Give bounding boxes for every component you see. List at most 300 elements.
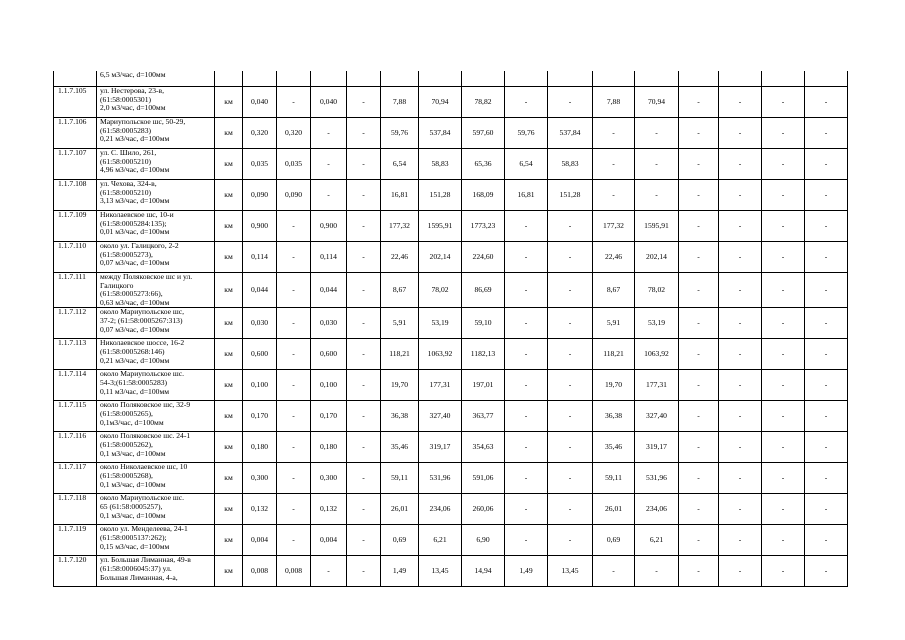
value-cell: 53,19 [419,308,462,339]
value-cell: 0,600 [311,339,347,370]
value-cell: - [347,180,381,211]
value-cell: 151,28 [548,180,593,211]
value-cell: - [762,211,805,242]
value-cell: 0,090 [243,180,277,211]
value-cell: - [679,370,719,401]
address-line: 0,1м3/час, d=100мм [100,417,164,427]
value-cell: - [805,432,848,463]
address-line: ул. С. Шило, 261, [100,148,157,157]
address-line: ул. Нестерова, 23-в, [100,86,165,95]
value-cell: 0,090 [277,180,311,211]
data-cell [462,71,505,87]
address-line: (61:58:0005284:135); [100,218,167,228]
address-line: (61:58:0005283) [100,125,152,135]
unit-cell: км [215,401,243,432]
address-line: 0,07 м3/час, d=100мм [100,258,170,268]
value-cell: 0,132 [243,494,277,525]
address-cell [97,401,215,432]
value-cell: 22,46 [381,242,419,273]
unit-cell: км [215,211,243,242]
value-cell: - [805,273,848,308]
value-cell: 0,100 [243,370,277,401]
unit-cell: км [215,525,243,556]
address-line: 54-3;(61:58:0005283) [100,377,168,387]
value-cell: - [679,494,719,525]
address-line: (61:58:0005137:262); [100,532,167,542]
value-cell: 6,21 [635,525,679,556]
value-cell: 0,300 [243,463,277,494]
table-row [54,149,848,180]
value-cell: - [719,308,762,339]
address-line: около ул. Менделеева, 24-1 [100,524,188,534]
value-cell: 59,76 [381,118,419,149]
value-cell: 0,035 [243,149,277,180]
value-cell: 234,06 [635,494,679,525]
value-cell: 16,81 [381,180,419,211]
unit-cell: км [215,242,243,273]
value-cell: 6,21 [419,525,462,556]
value-cell: - [505,339,548,370]
value-cell: 0,180 [243,432,277,463]
address-line: около Мариупольское шс. [100,493,185,503]
address-cell [97,180,215,211]
value-cell: - [347,87,381,118]
address-cell [97,149,215,180]
table-row [54,118,848,149]
address-line: (61:58:0005301) [100,94,152,104]
value-cell: 0,008 [243,556,277,587]
item-code-cell: 1.1.7.110 [54,242,97,273]
value-cell: 35,46 [381,432,419,463]
value-cell: - [719,118,762,149]
value-cell: - [277,211,311,242]
value-cell: - [311,556,347,587]
value-cell: 0,008 [277,556,311,587]
value-cell: 363,77 [462,401,505,432]
value-cell: - [311,180,347,211]
value-cell: 118,21 [381,339,419,370]
value-cell: 597,60 [462,118,505,149]
value-cell: - [311,118,347,149]
value-cell: - [347,401,381,432]
table-row [54,273,848,308]
value-cell: - [277,525,311,556]
value-cell: 78,02 [419,273,462,308]
address-cell [97,370,215,401]
value-cell: - [762,370,805,401]
address-line: 37-2; (61:58:0005267:313) [100,315,183,325]
data-cell [635,71,679,87]
value-cell: 59,76 [505,118,548,149]
table-row [54,463,848,494]
item-code-cell: 1.1.7.118 [54,494,97,525]
address-cell [97,71,215,87]
table-row [54,494,848,525]
value-cell: - [548,401,593,432]
value-cell: - [277,432,311,463]
item-code-cell: 1.1.7.112 [54,308,97,339]
address-line: 0,21 м3/час, d=100мм [100,134,170,144]
value-cell: 6,54 [381,149,419,180]
value-cell: - [505,308,548,339]
address-line: около Поляковское шс, 32-9 [100,400,191,410]
value-cell: 22,46 [593,242,635,273]
value-cell: - [679,87,719,118]
value-cell: 59,10 [462,308,505,339]
item-code-cell: 1.1.7.117 [54,463,97,494]
value-cell: - [548,308,593,339]
value-cell: - [679,432,719,463]
value-cell: 5,91 [381,308,419,339]
value-cell: 151,28 [419,180,462,211]
value-cell: 0,180 [311,432,347,463]
value-cell: - [805,118,848,149]
item-code-cell: 1.1.7.111 [54,273,97,308]
address-line: около Николаевское шс, 10 [100,462,188,472]
value-cell: - [762,180,805,211]
value-cell: - [277,463,311,494]
value-cell: - [719,556,762,587]
value-cell: - [679,242,719,273]
value-cell: 5,91 [593,308,635,339]
value-cell: 319,17 [635,432,679,463]
value-cell: - [762,432,805,463]
value-cell: - [347,308,381,339]
value-cell: 0,600 [243,339,277,370]
value-cell: - [719,525,762,556]
value-cell: - [548,211,593,242]
address-line: Мариупольское шс, 50-29, [100,117,186,126]
value-cell: 177,31 [419,370,462,401]
value-cell: 260,06 [462,494,505,525]
value-cell: 1063,92 [635,339,679,370]
unit-cell: км [215,494,243,525]
value-cell: - [347,556,381,587]
address-line: 0,15 м3/час, d=100мм [100,541,170,551]
value-cell: - [277,494,311,525]
value-cell: 0,170 [311,401,347,432]
value-cell: 13,45 [548,556,593,587]
value-cell: - [347,525,381,556]
item-code-cell: 1.1.7.114 [54,370,97,401]
address-line: 0,01 м3/час, d=100мм [100,227,170,237]
address-cell [97,118,215,149]
value-cell: - [719,339,762,370]
data-table [53,71,848,587]
code-cell [54,71,97,87]
value-cell: 70,94 [419,87,462,118]
address-line: около Мариупольское шс, [100,307,185,317]
value-cell: 224,60 [462,242,505,273]
value-cell: 0,320 [243,118,277,149]
value-cell: - [719,180,762,211]
address-line: Большая Лиманная, 4-а, [100,572,178,582]
value-cell: - [277,339,311,370]
value-cell: 8,67 [381,273,419,308]
value-cell: 1063,92 [419,339,462,370]
address-line: между Поляковское шс и ул. [100,272,193,281]
value-cell: - [347,242,381,273]
value-cell: - [679,339,719,370]
value-cell: - [679,308,719,339]
value-cell: - [805,180,848,211]
unit-cell: км [215,432,243,463]
value-cell: 1,49 [381,556,419,587]
value-cell: - [805,339,848,370]
table-row [54,87,848,118]
value-cell: - [548,525,593,556]
value-cell: 14,94 [462,556,505,587]
data-cell [719,71,762,87]
value-cell: - [277,401,311,432]
address-line: Николаевское шоссе, 16-2 [100,338,185,348]
value-cell: 327,40 [635,401,679,432]
value-cell: 0,100 [311,370,347,401]
value-cell: 59,11 [593,463,635,494]
value-cell: 13,45 [419,556,462,587]
value-cell: 177,32 [593,211,635,242]
value-cell: - [277,273,311,308]
value-cell: 0,900 [243,211,277,242]
unit-cell: км [215,339,243,370]
address-line: (61:58:0005268:146) [100,346,165,356]
value-cell: - [762,308,805,339]
address-line: 0,63 м3/час, d=100мм [100,297,170,307]
value-cell: - [805,556,848,587]
address-cell [97,87,215,118]
data-cell [277,71,311,87]
data-cell [505,71,548,87]
value-cell: - [679,180,719,211]
value-cell: - [719,494,762,525]
data-cell [381,71,419,87]
value-cell: - [548,494,593,525]
item-code-cell: 1.1.7.107 [54,149,97,180]
value-cell: - [548,370,593,401]
value-cell: - [593,556,635,587]
address-line: Галицкого [100,280,134,290]
value-cell: - [805,308,848,339]
value-cell: 0,300 [311,463,347,494]
address-line: (61:58:0005265), [100,408,153,418]
data-cell [419,71,462,87]
data-cell [679,71,719,87]
value-cell: 86,69 [462,273,505,308]
value-cell: - [719,242,762,273]
value-cell: 0,040 [311,87,347,118]
table-row [54,339,848,370]
value-cell: 0,030 [243,308,277,339]
address-line: около Поляковское шс. 24-1 [100,431,191,441]
value-cell: 78,02 [635,273,679,308]
value-cell: 6,90 [462,525,505,556]
value-cell: 0,030 [311,308,347,339]
value-cell: - [505,211,548,242]
value-cell: - [805,149,848,180]
address-line: 0,1 м3/час, d=100мм [100,448,166,458]
value-cell: 59,11 [381,463,419,494]
value-cell: - [762,401,805,432]
value-cell: - [679,401,719,432]
unit-cell: км [215,273,243,308]
value-cell: 70,94 [635,87,679,118]
table-row [54,211,848,242]
address-line: 0,07 м3/час, d=100мм [100,324,170,334]
value-cell: - [635,180,679,211]
value-cell: - [805,211,848,242]
value-cell: 177,32 [381,211,419,242]
item-code-cell: 1.1.7.116 [54,432,97,463]
value-cell: 591,06 [462,463,505,494]
value-cell: - [762,525,805,556]
address-line: 4,96 м3/час, d=100мм [100,165,170,175]
value-cell: 26,01 [593,494,635,525]
unit-cell: км [215,118,243,149]
data-cell [805,71,848,87]
value-cell: 1182,13 [462,339,505,370]
value-cell: 26,01 [381,494,419,525]
value-cell: - [548,339,593,370]
value-cell: - [347,370,381,401]
value-cell: 202,14 [635,242,679,273]
unit-cell: км [215,463,243,494]
value-cell: 1773,23 [462,211,505,242]
address-line: 0,11 м3/час, d=100мм [100,386,170,396]
table-body [54,71,848,587]
address-line: ул. Большая Лиманная, 49-в [100,555,191,565]
table-row [54,180,848,211]
value-cell: 531,96 [635,463,679,494]
value-cell: - [347,118,381,149]
table-row [54,556,848,587]
value-cell: - [505,494,548,525]
value-cell: - [593,118,635,149]
address-cell [97,308,215,339]
address-line: (61:58:0005268), [100,470,153,480]
value-cell: - [719,370,762,401]
unit-cell: км [215,149,243,180]
value-cell: - [505,370,548,401]
address-cell [97,211,215,242]
value-cell: - [719,401,762,432]
table-row [54,71,848,87]
value-cell: 177,31 [635,370,679,401]
value-cell: 202,14 [419,242,462,273]
address-line: Николаевское шс, 10-и [100,210,174,219]
address-line: 2,0 м3/час, d=100мм [100,103,166,113]
address-cell [97,242,215,273]
value-cell: - [679,273,719,308]
value-cell: 65,36 [462,149,505,180]
value-cell: 1,49 [505,556,548,587]
data-cell [243,71,277,87]
value-cell: 319,17 [419,432,462,463]
value-cell: 0,320 [277,118,311,149]
value-cell: 19,70 [381,370,419,401]
value-cell: - [277,370,311,401]
table-row [54,432,848,463]
value-cell: 0,69 [593,525,635,556]
value-cell: - [762,87,805,118]
value-cell: - [679,118,719,149]
value-cell: - [347,463,381,494]
value-cell: - [505,525,548,556]
value-cell: - [347,273,381,308]
value-cell: - [805,401,848,432]
address-line: около ул. Галицкого, 2-2 [100,241,179,250]
value-cell: - [505,87,548,118]
value-cell: - [277,308,311,339]
value-cell: - [548,87,593,118]
value-cell: - [762,118,805,149]
value-cell: - [719,211,762,242]
value-cell: 6,54 [505,149,548,180]
value-cell: 0,044 [243,273,277,308]
value-cell: - [635,556,679,587]
value-cell: 537,84 [419,118,462,149]
value-cell: - [762,273,805,308]
value-cell: 53,19 [635,308,679,339]
value-cell: - [635,118,679,149]
value-cell: 36,38 [593,401,635,432]
value-cell: - [719,432,762,463]
value-cell: - [805,494,848,525]
value-cell: 327,40 [419,401,462,432]
value-cell: 7,88 [593,87,635,118]
value-cell: - [505,242,548,273]
value-cell: - [311,149,347,180]
table-row [54,242,848,273]
value-cell: - [805,525,848,556]
unit-cell: км [215,308,243,339]
value-cell: - [505,273,548,308]
address-line: (61:58:0005273), [100,249,153,259]
value-cell: 0,035 [277,149,311,180]
value-cell: - [548,242,593,273]
data-cell [215,71,243,87]
value-cell: - [505,401,548,432]
value-cell: - [679,556,719,587]
unit-cell: км [215,370,243,401]
address-line: около Мариупольское шс. [100,369,185,379]
data-cell [347,71,381,87]
value-cell: - [719,149,762,180]
item-code-cell: 1.1.7.113 [54,339,97,370]
value-cell: 16,81 [505,180,548,211]
value-cell: 7,88 [381,87,419,118]
value-cell: - [593,180,635,211]
value-cell: 118,21 [593,339,635,370]
value-cell: - [762,242,805,273]
item-code-cell: 1.1.7.109 [54,211,97,242]
value-cell: 36,38 [381,401,419,432]
value-cell: - [719,87,762,118]
value-cell: - [762,149,805,180]
value-cell: - [347,339,381,370]
value-cell: 0,040 [243,87,277,118]
value-cell: - [505,432,548,463]
value-cell: - [635,149,679,180]
data-cell [593,71,635,87]
address-line: (61:58:0006045:37) ул. [100,563,172,573]
value-cell: - [762,339,805,370]
value-cell: 58,83 [419,149,462,180]
unit-cell: км [215,556,243,587]
document-table-wrapper [53,71,848,587]
value-cell: 168,09 [462,180,505,211]
address-cell [97,463,215,494]
table-row [54,525,848,556]
